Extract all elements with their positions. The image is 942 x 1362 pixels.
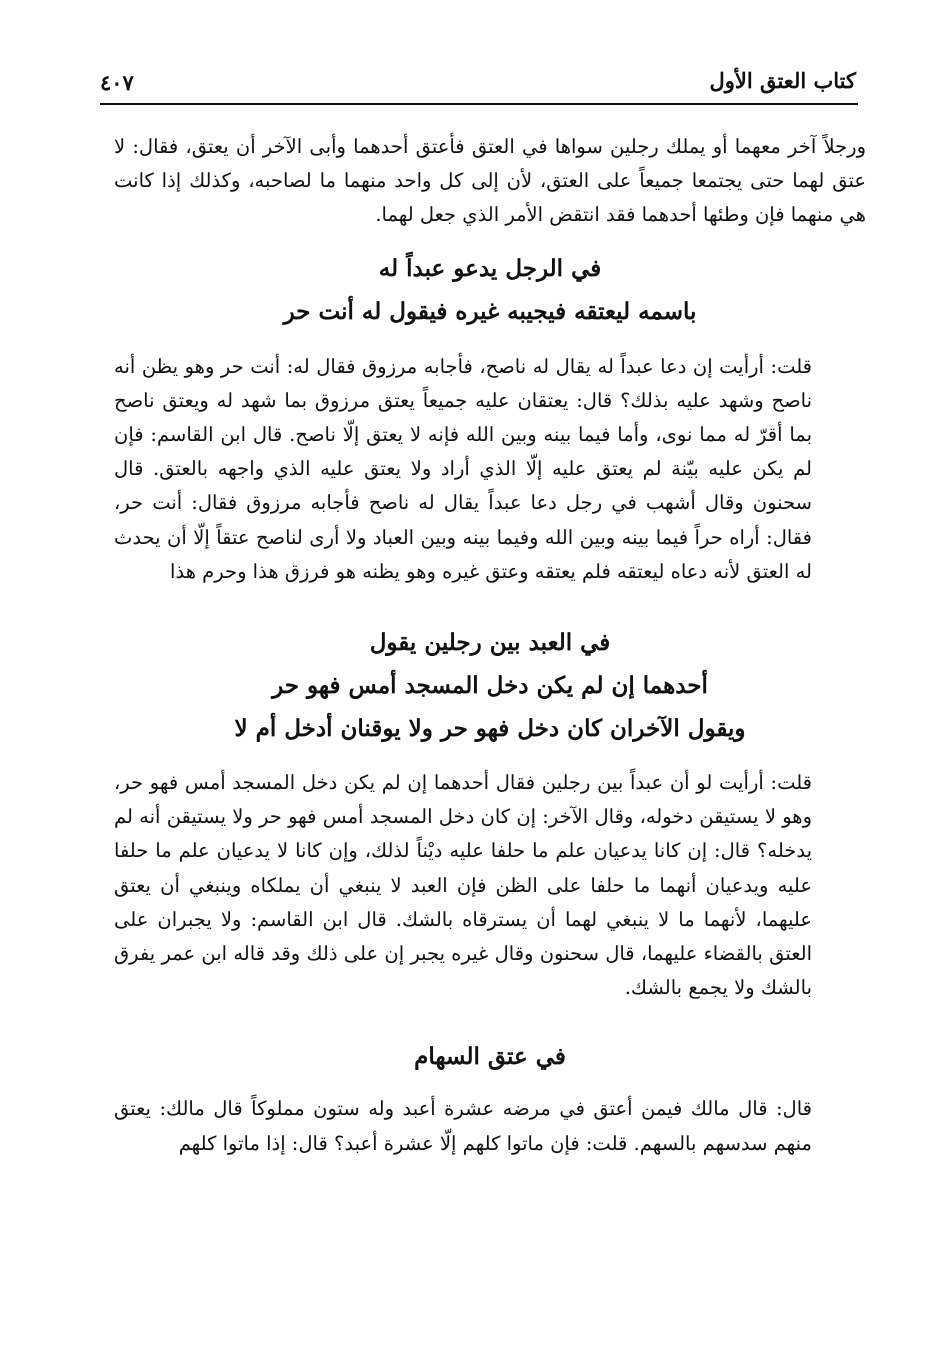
heading-line: باسمه ليعتقه فيجيبه غيره فيقول له أنت حر bbox=[283, 297, 697, 325]
heading-line: أحدهما إن لم يكن دخل المسجد أمس فهو حر bbox=[272, 672, 708, 700]
page-body bbox=[114, 130, 866, 1161]
book-title: كتاب العتق الأول bbox=[709, 68, 856, 93]
intro-paragraph: ورجلاً آخر معهما أو يملك رجلين سواها في العتق فأعتق أحدهما وأبى الآخر أن يعتق، فقال: لا عتق لهما حتى يجتمعا جميعاً على العتق، لأن إلى كل واحد منهما ما لصاحبه، وكذلك إذا كانت هي منهما فإن وطئها أحدهما فقد انتقض الأمر الذي جعل لهما. bbox=[114, 135, 866, 227]
header-rule bbox=[100, 103, 858, 105]
section-paragraph: قلت: أرأيت إن دعا عبداً له يقال له ناصح، فأجابه مرزوق فقال له: أنت حر وهو يظن أنه ناصح وشهد عليه بذلك؟ قال: يعتقان عليه جميعاً يعتق مرزوق بما شهد له ويعتق ناصح بما أقرّ له مما نوى، وأما فيما بينه وبين الله فإنه لا يعتق إلّا ناصح. قال ابن القاسم: فإن لم يكن عليه بيّنة لم يعتق عليه إلّا الذي أراد ولا يعتق عليه الذي واجهه بالعتق. قال سحنون وقال أشهب في رجل دعا عبداً يقال له ناصح فأجابه مرزوق فقال: أنت حر، فقال: أراه حراً فيما بينه وبين الله وفيما بينه وبين العباد ولا أرى لناصح عتقاً إلّا أن يحدث له العتق لأنه دعاه ليعتقه فلم يعتقه وعتق غيره وهو يظنه هو فرزق هذا وحرم هذا bbox=[114, 354, 812, 583]
section-heading bbox=[114, 247, 866, 333]
section-heading bbox=[114, 1035, 866, 1078]
running-header bbox=[100, 62, 856, 102]
heading-line: ويقول الآخران كان دخل فهو حر ولا يوقنان أدخل أم لا bbox=[234, 715, 746, 743]
heading-line: في العبد بين رجلين يقول bbox=[369, 629, 611, 657]
section-paragraph: قال: قال مالك فيمن أعتق في مرضه عشرة أعبد وله ستون مملوكاً قال مالك: يعتق منهم سدسهم بالسهم. قلت: فإن ماتوا كلهم إلّا عشرة أعبد؟ قال: إذا ماتوا كلهم bbox=[114, 1097, 812, 1155]
section-heading bbox=[114, 621, 866, 750]
section-paragraph: قلت: أرأيت لو أن عبداً بين رجلين فقال أحدهما إن لم يكن دخل المسجد أمس فهو حر، وهو لا يستيقن دخوله، وقال الآخر: إن كان دخل المسجد أمس فهو حر ولا يستيقن أنه لم يدخله؟ قال: إن كانا يدعيان علم ما حلفا عليه ديْناً لذلك، وإن كانا لا يدعيان علم ما حلفا عليه ويدعيان أنهما ما حلفا على الظن فإن العبد لا ينبغي أن يملكاه وينبغي أن يعتق عليهما، لأنهما ما لا ينبغي لهما أن يسترقاه بالشك. قال ابن القاسم: ولا يجبران على العتق بالقضاء عليهما، قال سحنون وقال غيره يجبر إن على ذلك وقد قاله ابن عمر يفرق بالشك ولا يجمع بالشك. bbox=[114, 771, 812, 1000]
page-number: ٤٠٧ bbox=[100, 70, 134, 95]
heading-line: في عتق السهام bbox=[414, 1043, 566, 1071]
heading-line: في الرجل يدعو عبداً له bbox=[378, 254, 602, 282]
